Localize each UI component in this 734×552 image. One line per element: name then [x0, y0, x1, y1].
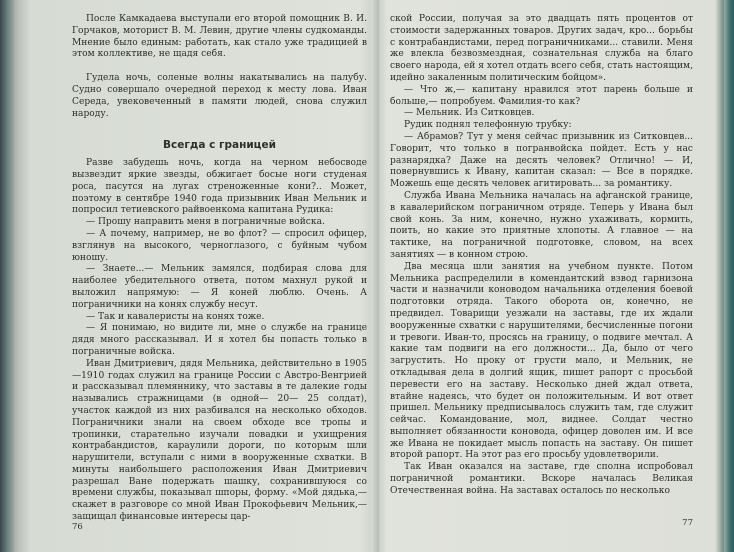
- paragraph: После Камкадаева выступали его второй помощник В. И. Горчаков, моторист В. М. Левин, другие члены судкоманды. Мнение было единым: работать, как стало уже традицией в этом коллективе, не щадя себя.: [72, 14, 367, 60]
- page-number: 77: [682, 518, 693, 529]
- paragraph: — Абрамов? Тут у меня сейчас призывник из Ситковцев... Говорит, что только в погранвойска пойдет. Есть у нас разнарядка? Даже на десять человек? Отлично! — И, повернувшись к Ивану, капитан сказал: — Все в порядке. Можешь еще десять человек агитировать... за романтику.: [390, 131, 693, 190]
- right-page: [390, 14, 693, 544]
- paragraph: — А почему, например, не во флот? — спросил офицер, взглянув на высокого, чернoглазого, с буйным чубом юношу.: [72, 228, 367, 263]
- paragraph: — Прошу направить меня в пограничные войска.: [86, 217, 325, 228]
- paragraph: — Я понимаю, но видите ли, мне о службе на границе дядя много рассказывал. И я хотел бы попасть только в пограничные войска.: [72, 323, 367, 357]
- paragraph: ской России, получая за это двадцать пять процентов от стоимости задержанных товаров. Других задач, кро... борьбы с контрабандистами, перед пограничниками... ставили. Меня же влекла безвозмездная, сознательная служба на благо своего народа, ей я хотел отдать всего себя, стать настоящим, идейно закаленным политическим бойцом».: [390, 14, 693, 83]
- paragraph: — Что ж,— капитану нравился этот парень больше и больше,— попробуем. Фамилия-то как?: [390, 84, 693, 107]
- paragraph: Иван Дмитриевич, дядя Мельника, действительно в 1905—1910 годах служил на границе России с Австро-Венгрией и рассказывал племяннику, что заставы в те далекие годы назывались стражницами (в одной— 20— 25 солдат), участок каждой из них разбивался на несколько обходов. Пограничники знали на своем обходе все тропы и тропинки, старательно изучали повадки и ухищрения контрабандистов, караулили дороги, по которым шли нарушители, вступали с ними в вооруженные схватки. В минуты наибольшего расположения Иван Дмитриевич разрешал Ване подержать шашку, сохранившуюся со времени службы, показывал шпоры, форму. «Мой дядька,— скажет в разговоре со мной Иван Прокофьевич Мельник,— защищал финансовые интересы цар-: [72, 358, 367, 523]
- paragraph: Рудик поднял телефонную трубку:: [404, 120, 572, 131]
- paragraph: — Мельник. Из Ситковцев.: [404, 108, 535, 119]
- paragraph: — Знаете...— Мельник замялся, подбирая слова для наиболее убедительного ответа, потом махнул рукой и выложил напрямую: — Я коней люблю. Очень. А пограничники на конях службу несут.: [72, 264, 367, 310]
- paragraph: — Так и кавалеристы на конях тоже.: [86, 311, 265, 322]
- paragraph: Служба Ивана Мельника началась на афганской границе, в кавалерийском пограничном отряде. Теперь у Ивана был свой конь. За ним, конечно, нужно ухаживать, кормить, поить, но какие это приятные хлопоты. А главное — на тактике, на пограничной подготовке, словом, на всех занятиях — в конном строю.: [390, 190, 693, 260]
- paragraph: Так Иван оказался на заставе, где сполна испробовал пограничной романтики. Вскоре началась Великая Отечественная война. На заставах осталось по несколько: [390, 462, 693, 496]
- book-gutter: [371, 0, 387, 552]
- paragraph: Гудела ночь, соленые волны накатывались на палубу. Судно совершало очередной переход к месту лова. Иван Середа, увековеченный в памяти людей, снова служил народу.: [72, 73, 367, 119]
- paragraph: Два месяца шли занятия на учебном пункте. Потом Мельника распределили в комендантский взвод гарнизона части и назначили коноводом начальника отделения боевой подготовки отряда. Такого оборота он, конечно, не предвидел. Товарищи уезжали на заставы, где их ждали вооруженные схватки с нарушителями, бесчисленные погони и тревоги. Иван-то, просясь на границу, о подвиге мечтал. А какие там подвиги на его должности... Да, было от чего загрустить. Но проку от грусти мало, и Мельник, не откладывая дела в долгий ящик, пишет рапорт с просьбой перевести его на заставу. Несколько дней ждал ответа, втайне надеясь, что будет он положительным. И вот ответ пришел. Мельнику предписывалось служить там, где служит сейчас. Командование, мол, виднее. Солдат честно выполняет обязанности коновода, офицер доволен им. И все же Ивана не покидает мысль попасть на заставу. Он пишет второй рапорт. На этот раз его просьбу удовлетворили.: [390, 261, 693, 461]
- left-page: [72, 14, 367, 544]
- paragraph: Разве забудешь ночь, когда на черном небосводе вызвездит яркие звезды, обжигает босые ноги студеная роса, пасутся на лугах стреноженные кони?.. Может, поэтому в сентябре 1940 года призывник Иван Мельник и попросил тетиевского райвоенкома капитана Рудика:: [72, 158, 367, 216]
- book-edge-right: [724, 0, 734, 552]
- book-edge-left: [0, 0, 14, 552]
- page-number: 76: [72, 522, 83, 533]
- section-heading: Всегда с границей: [163, 139, 276, 152]
